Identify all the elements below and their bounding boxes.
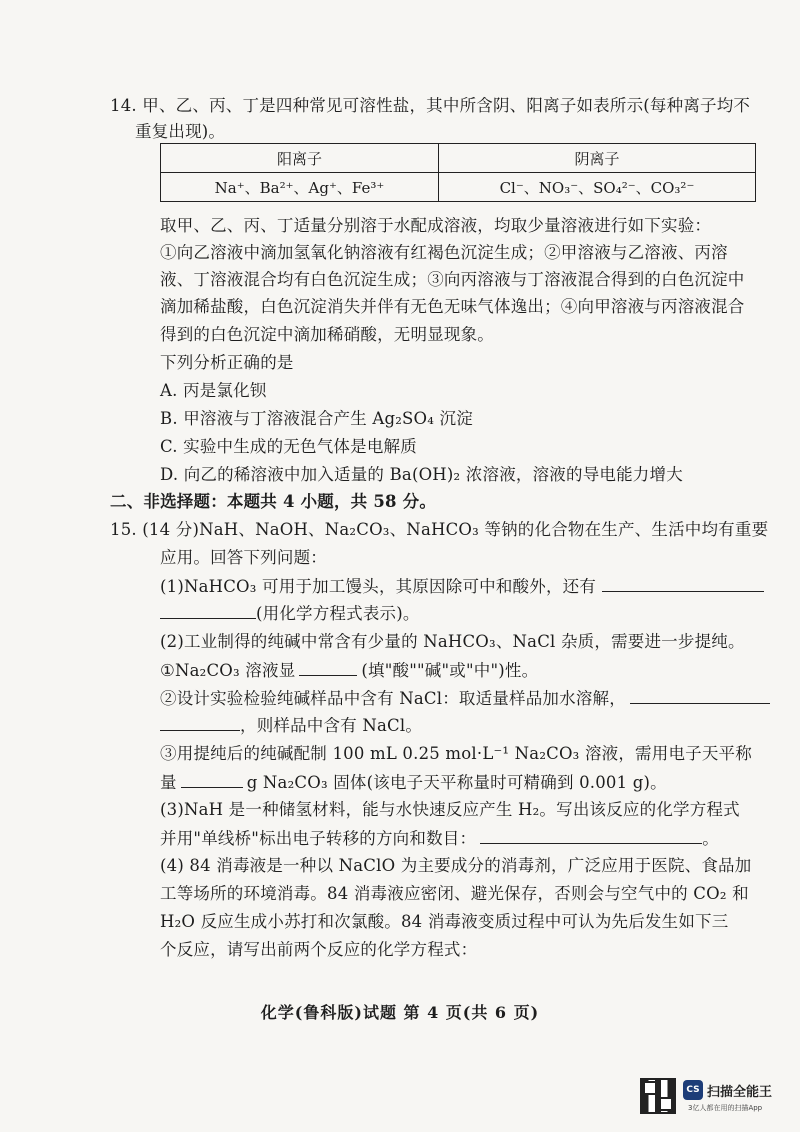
q15-p2-3-text-pre: 量 [160,773,177,792]
q14-stem-line1: 14. 甲、乙、丙、丁是四种常见可溶性盐，其中所含阴、阳离子如表所示(每种离子均不 [110,96,751,115]
q14-option-d: D. 向乙的稀溶液中加入适量的 Ba(OH)₂ 浓溶液，溶液的导电能力增大 [160,465,683,484]
q15-p2-3-text-post: g Na₂CO₃ 固体(该电子天平称量时可精确到 0.001 g)。 [246,773,667,792]
table-cell-cations: Na⁺、Ba²⁺、Ag⁺、Fe³⁺ [161,173,439,202]
q15-p2: (2)工业制得的纯碱中常含有少量的 NaHCO₃、NaCl 杂质，需要进一步提纯。 [160,632,745,651]
q15-p4-line2: 工等场所的环境消毒。84 消毒液应密闭、避光保存，否则会与空气中的 CO₂ 和 [160,884,749,903]
q15-p2-2-text-a: ②设计实验检验纯碱样品中含有 NaCl：取适量样品加水溶解， [160,689,626,708]
q14-exp-line4: 滴加稀盐酸，白色沉淀消失并伴有无色无味气体逸出；④向甲溶液与丙溶液混合 [160,297,745,316]
qr-code-icon [640,1078,676,1114]
q15-p1-line1 [160,576,764,597]
q15-p4-line3: H₂O 反应生成小苏打和次氯酸。84 消毒液变质过程中可认为先后发生如下三 [160,912,729,931]
q15-p2-2-line2 [160,715,422,736]
page-footer: 化学(鲁科版)试题 第 4 页(共 6 页) [260,1003,540,1022]
q15-p2-2-text-b: ，则样品中含有 NaCl。 [240,716,423,735]
answer-blank-5[interactable] [160,715,240,731]
q15-p1-text-b: (用化学方程式表示)。 [256,604,420,623]
q15-p4-line4: 个反应，请写出前两个反应的化学方程式： [160,940,478,959]
q15-p2-1 [160,660,538,681]
scanner-brand-name: 扫描全能王 [707,1085,773,1100]
q14-option-c: C. 实验中生成的无色气体是电解质 [160,437,417,456]
answer-blank-4[interactable] [630,688,770,704]
q15-p2-1-text-b: (填"酸""碱"或"中")性。 [361,661,539,680]
q15-p2-2-line1 [160,688,770,709]
q14-exp-line2: ①向乙溶液中滴加氢氧化钠溶液有红褐色沉淀生成；②甲溶液与乙溶液、丙溶 [160,243,728,262]
q15-p3-end: 。 [702,829,719,848]
section2-heading: 二、非选择题：本题共 4 小题，共 58 分。 [110,492,437,511]
scanner-brand-tagline: 3亿人都在用的扫描App [688,1104,763,1112]
q14-option-b: B. 甲溶液与丁溶液混合产生 Ag₂SO₄ 沉淀 [160,409,473,428]
q15-p3-line1: (3)NaH 是一种储氢材料，能与水快速反应产生 H₂。写出该反应的化学方程式 [160,800,740,819]
answer-blank-2[interactable] [160,603,256,619]
answer-blank-6[interactable] [181,772,243,788]
q15-line2: 应用。回答下列问题： [160,548,327,567]
q15-line1: 15. (14 分)NaH、NaOH、Na₂CO₃、NaHCO₃ 等钠的化合物在生产、生活中均有重要 [110,520,769,539]
q15-p3-text-b: 并用"单线桥"标出电子转移的方向和数目： [160,829,477,848]
camscanner-logo-icon: CS [683,1080,703,1100]
q14-exp-line1: 取甲、乙、丙、丁适量分别溶于水配成溶液，均取少量溶液进行如下实验： [160,216,712,235]
answer-blank-7[interactable] [480,828,702,844]
q14-question: 下列分析正确的是 [160,353,294,372]
table-header-anion: 阴离子 [438,144,755,173]
q15-p2-3-line1: ③用提纯后的纯碱配制 100 mL 0.25 mol·L⁻¹ Na₂CO₃ 溶液，需用电子天平称 [160,744,752,763]
q15-p2-1-text-a: ①Na₂CO₃ 溶液显 [160,661,296,680]
answer-blank-1[interactable] [602,576,764,592]
q14-option-a: A. 丙是氯化钡 [160,381,267,400]
q14-stem-line2: 重复出现)。 [135,122,226,141]
answer-blank-3[interactable] [299,660,357,676]
q15-p1-line2 [160,603,420,624]
table-header-cation: 阳离子 [161,144,439,173]
q14-exp-line5: 得到的白色沉淀中滴加稀硝酸，无明显现象。 [160,325,494,344]
q15-p3-line2 [160,828,719,849]
q15-p4-line1: (4) 84 消毒液是一种以 NaClO 为主要成分的消毒剂，广泛应用于医院、食品加 [160,856,752,875]
q15-p1-text-a: (1)NaHCO₃ 可用于加工馒头，其原因除可中和酸外，还有 [160,577,597,596]
q14-exp-line3: 液、丁溶液混合均有白色沉淀生成；③向丙溶液与丁溶液混合得到的白色沉淀中 [160,270,745,289]
q15-p2-3-line2 [160,772,667,793]
ion-table [160,143,756,202]
table-cell-anions: Cl⁻、NO₃⁻、SO₄²⁻、CO₃²⁻ [438,173,755,202]
